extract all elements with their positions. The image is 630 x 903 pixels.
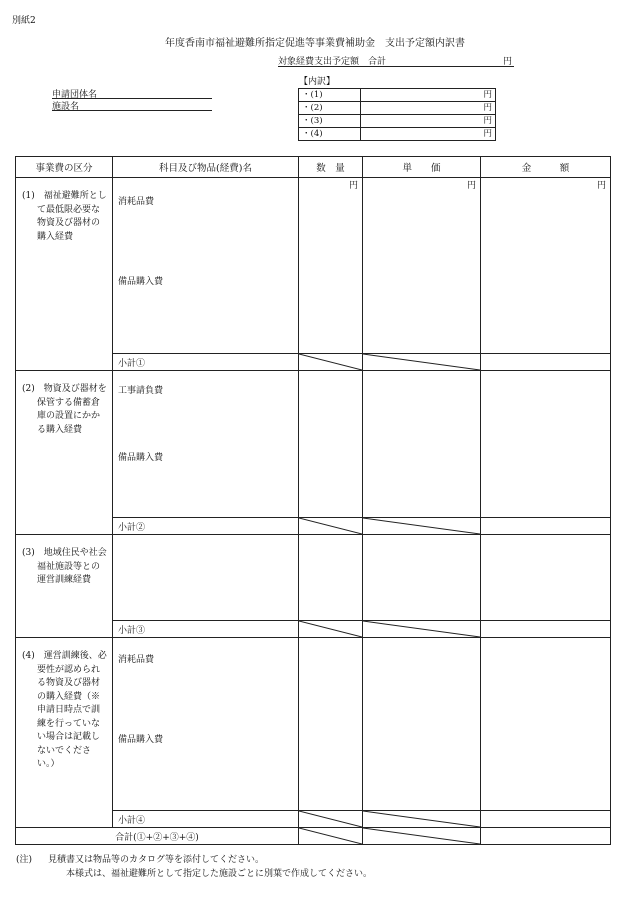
section-4-row — [16, 638, 611, 811]
facility-name-field[interactable] — [52, 99, 212, 111]
org-name-field[interactable] — [52, 87, 212, 99]
amount-cell[interactable]: 円 — [481, 178, 611, 354]
grand-total-row — [16, 828, 611, 845]
note-line-2: 本様式は、福祉避難所として指定した施設ごとに別葉で作成してください。 — [66, 869, 373, 879]
section-2-items[interactable] — [113, 371, 299, 518]
total-yen: 円 — [502, 57, 512, 67]
breakdown-amount-field[interactable]: 円 — [361, 89, 496, 102]
section-3-row — [16, 535, 611, 621]
subtotal-amount-cell[interactable] — [481, 354, 611, 371]
breakdown-label: ・(1) — [299, 89, 361, 102]
section-2-category — [16, 371, 113, 535]
diagonal-cell — [299, 518, 363, 535]
amount-cell[interactable] — [481, 638, 611, 811]
diagonal-cell — [363, 811, 481, 828]
section-4-category-text: (4) 運営訓練後、必要性が認められる物資及び器材の購入経費（※申請日時点で訓練を行っていない場合は記載しないでください。） — [22, 651, 107, 769]
breakdown-row — [299, 89, 496, 102]
item-equipment: 備品購入費 — [118, 277, 164, 287]
unit-price-cell[interactable]: 円 — [363, 178, 481, 354]
quantity-cell[interactable] — [299, 638, 363, 811]
breakdown-label: ・(2) — [299, 102, 361, 115]
unit-price-cell[interactable] — [363, 638, 481, 811]
section-3-category — [16, 535, 113, 638]
grand-total-amount-cell[interactable] — [481, 828, 611, 845]
section-3-category-text: (3) 地域住民や社会福祉施設等との運営訓練経費 — [22, 548, 107, 585]
breakdown-header: 【内訳】 — [299, 77, 336, 87]
diagonal-cell — [299, 354, 363, 371]
section-2-category-text: (2) 物資及び器材を保管する備蓄倉庫の設置にかかる購入経費 — [22, 384, 107, 435]
item-consumables: 消耗品費 — [118, 197, 155, 207]
table-header-row — [16, 157, 611, 178]
subtotal-label: 小計③ — [113, 621, 299, 638]
breakdown-amount-field[interactable]: 円 — [361, 102, 496, 115]
grand-total-label: 合計(①+②+③+④) — [16, 828, 299, 845]
amount-cell[interactable] — [481, 535, 611, 621]
breakdown-amount-field[interactable]: 円 — [361, 115, 496, 128]
section-1-items[interactable] — [113, 178, 299, 354]
total-label: 対象経費支出予定額 合計 — [278, 57, 387, 67]
section-2-row — [16, 371, 611, 518]
header-category: 事業費の区分 — [16, 157, 113, 178]
section-3-items[interactable] — [113, 535, 299, 621]
breakdown-row — [299, 128, 496, 141]
diagonal-cell — [363, 518, 481, 535]
diagonal-cell — [363, 621, 481, 638]
quantity-cell[interactable]: 円 — [299, 178, 363, 354]
breakdown-label: ・(3) — [299, 115, 361, 128]
expense-table — [15, 156, 611, 845]
page-title: 年度香南市福祉避難所指定促進等事業費補助金 支出予定額内訳書 — [165, 38, 465, 49]
unit-price-cell[interactable] — [363, 535, 481, 621]
section-1-category — [16, 178, 113, 371]
breakdown-amount-field[interactable]: 円 — [361, 128, 496, 141]
diagonal-cell — [299, 828, 363, 845]
section-1-row — [16, 178, 611, 354]
section-1-category-text: (1) 福祉避難所として最低限必要な物資及び器材の購入経費 — [22, 191, 107, 242]
form-number: 別紙2 — [12, 16, 36, 26]
org-name-label: 申請団体名 — [52, 90, 98, 100]
amount-cell[interactable] — [481, 371, 611, 518]
facility-name-label: 施設名 — [52, 102, 80, 112]
diagonal-cell — [363, 828, 481, 845]
diagonal-cell — [299, 621, 363, 638]
breakdown-label: ・(4) — [299, 128, 361, 141]
total-amount-line — [278, 54, 514, 67]
subtotal-amount-cell[interactable] — [481, 518, 611, 535]
quantity-cell[interactable] — [299, 535, 363, 621]
section-4-category — [16, 638, 113, 828]
diagonal-cell — [299, 811, 363, 828]
subtotal-label: 小計② — [113, 518, 299, 535]
breakdown-row — [299, 102, 496, 115]
unit-price-cell[interactable] — [363, 371, 481, 518]
subtotal-label: 小計① — [113, 354, 299, 371]
item-construction: 工事請負費 — [118, 386, 164, 396]
diagonal-cell — [363, 354, 481, 371]
item-equipment: 備品購入費 — [118, 735, 164, 745]
item-equipment: 備品購入費 — [118, 453, 164, 463]
item-consumables: 消耗品費 — [118, 655, 155, 665]
quantity-cell[interactable] — [299, 371, 363, 518]
subtotal-amount-cell[interactable] — [481, 811, 611, 828]
breakdown-row — [299, 115, 496, 128]
section-4-items[interactable] — [113, 638, 299, 811]
header-quantity: 数 量 — [299, 157, 363, 178]
subtotal-label: 小計④ — [113, 811, 299, 828]
breakdown-table — [298, 88, 496, 141]
header-unit-price: 単 価 — [363, 157, 481, 178]
subtotal-amount-cell[interactable] — [481, 621, 611, 638]
header-amount: 金 額 — [481, 157, 611, 178]
header-item: 科目及び物品(経費)名 — [113, 157, 299, 178]
note-line-1: 見積書又は物品等のカタログ等を添付してください。 — [48, 855, 265, 865]
notes-label: (注) — [16, 855, 33, 865]
